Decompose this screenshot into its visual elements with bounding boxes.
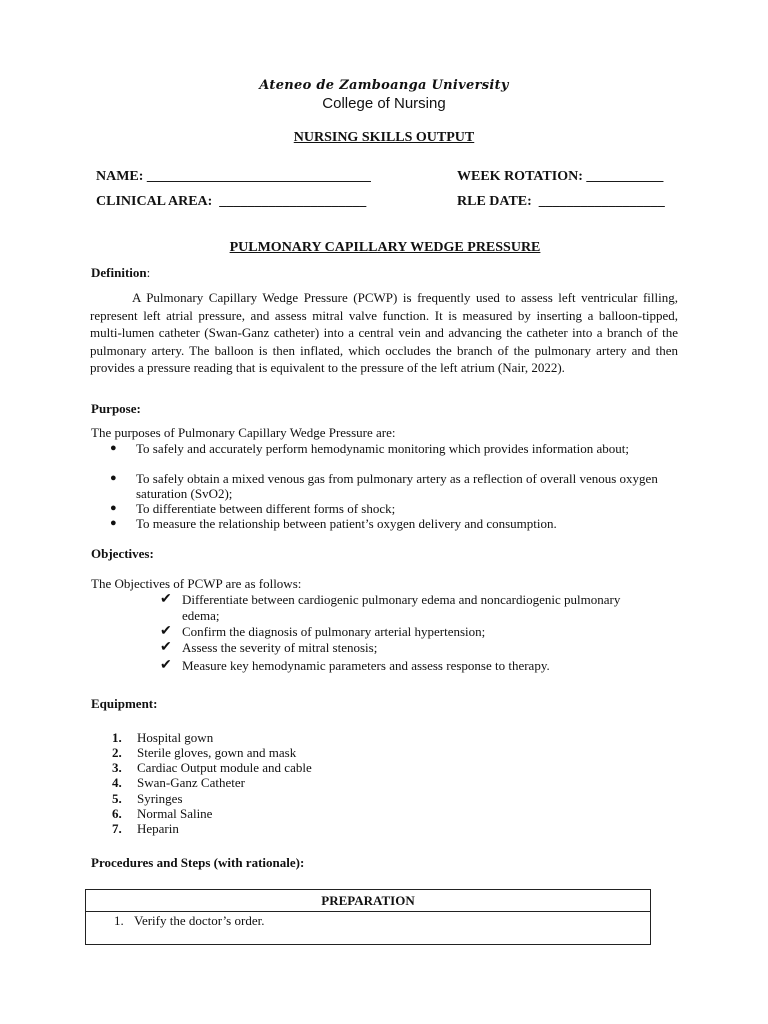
form-title: NURSING SKILLS OUTPUT (293, 130, 475, 145)
equipment-item-text: Swan-Ganz Catheter (137, 775, 245, 790)
step-text: Verify the doctor’s order. (134, 913, 265, 928)
bullet-icon: ● (110, 472, 117, 484)
name-field: NAME: ________________________________ (96, 169, 371, 184)
equipment-item-text: Syringes (137, 791, 183, 806)
list-number: 7. (112, 821, 122, 836)
week-rotation-field: WEEK ROTATION: ___________ (457, 169, 664, 184)
list-number: 2. (112, 745, 122, 760)
procedures-heading: Procedures and Steps (with rationale): (91, 855, 305, 870)
purpose-item-text: To safely and accurately perform hemodynamic monitoring which provides information about; (136, 441, 629, 456)
objective-item-text: Confirm the diagnosis of pulmonary arterial hypertension; (182, 624, 486, 639)
check-icon: ✔ (160, 658, 172, 673)
clinical-area-field: CLINICAL AREA: _____________________ (96, 194, 367, 209)
objective-item-text: Differentiate between cardiogenic pulmonary edema and noncardiogenic pulmonary edema; (182, 592, 621, 623)
check-icon: ✔ (160, 592, 172, 607)
table-header: PREPARATION (86, 890, 650, 912)
definition-colon: : (146, 265, 151, 280)
bullet-icon: ● (110, 502, 117, 514)
purpose-item (110, 441, 690, 471)
bullet-icon: ● (110, 517, 117, 529)
list-number: 6. (112, 806, 122, 821)
purpose-item-text: To safely obtain a mixed venous gas from pulmonary artery as a reflection of overall venous oxygen saturation (SvO2); (136, 471, 658, 501)
equipment-item-text: Sterile gloves, gown and mask (137, 745, 297, 760)
definition-text: A Pulmonary Capillary Wedge Pressure (PCWP) is frequently used to assess left ventricular filling, represent left atrial pressure, and assess mitral valve function. It is measured by inserting a balloon-tipped, multi-lumen catheter (Swan-Ganz catheter) into a central vein and advancing the catheter into a branch of the pulmonary artery. The balloon is then inflated, which occludes the branch of the pulmonary artery and then provides a pressure reading that is equivalent to the pressure of the left atrium (Nair, 2022). (90, 290, 678, 375)
objective-item-text: Assess the severity of mitral stenosis; (182, 640, 378, 655)
definition-heading: Definition (91, 265, 147, 280)
definition-heading-line (91, 265, 150, 280)
purpose-item-text: To measure the relationship between patient’s oxygen delivery and consumption. (136, 516, 557, 531)
purpose-item (110, 501, 690, 516)
equipment-item-text: Normal Saline (137, 806, 213, 821)
rle-date-field: RLE DATE: __________________ (457, 194, 665, 209)
objective-item-text: Measure key hemodynamic parameters and assess response to therapy. (182, 658, 550, 673)
list-number: 1. (112, 730, 122, 745)
purpose-item-text: To differentiate between different forms of shock; (136, 501, 396, 516)
objective-item (160, 658, 660, 674)
purpose-intro: The purposes of Pulmonary Capillary Wedge Pressure are: (91, 425, 396, 440)
college-name: College of Nursing (322, 95, 446, 112)
objectives-heading: Objectives: (91, 546, 154, 561)
preparation-table (85, 889, 651, 945)
check-icon: ✔ (160, 640, 172, 655)
equipment-item-text: Heparin (137, 821, 179, 836)
university-name: Ateneo de Zamboanga University (259, 78, 509, 93)
equipment-item-text: Hospital gown (137, 730, 214, 745)
equipment-heading: Equipment: (91, 696, 158, 711)
equipment-item-text: Cardiac Output module and cable (137, 760, 312, 775)
purpose-item (110, 471, 690, 501)
list-number: 5. (112, 791, 122, 806)
purpose-heading: Purpose: (91, 401, 141, 416)
objective-item (160, 624, 660, 640)
purpose-item (110, 516, 690, 531)
procedure-title: PULMONARY CAPILLARY WEDGE PRESSURE (229, 240, 541, 255)
objectives-intro: The Objectives of PCWP are as follows: (91, 576, 302, 591)
bullet-icon: ● (110, 442, 117, 454)
check-icon: ✔ (160, 624, 172, 639)
step-number: 1. (114, 913, 124, 928)
definition-paragraph (90, 289, 678, 377)
list-number: 4. (112, 775, 122, 790)
list-number: 3. (112, 760, 122, 775)
objective-item (160, 592, 660, 623)
objective-item (160, 640, 660, 656)
